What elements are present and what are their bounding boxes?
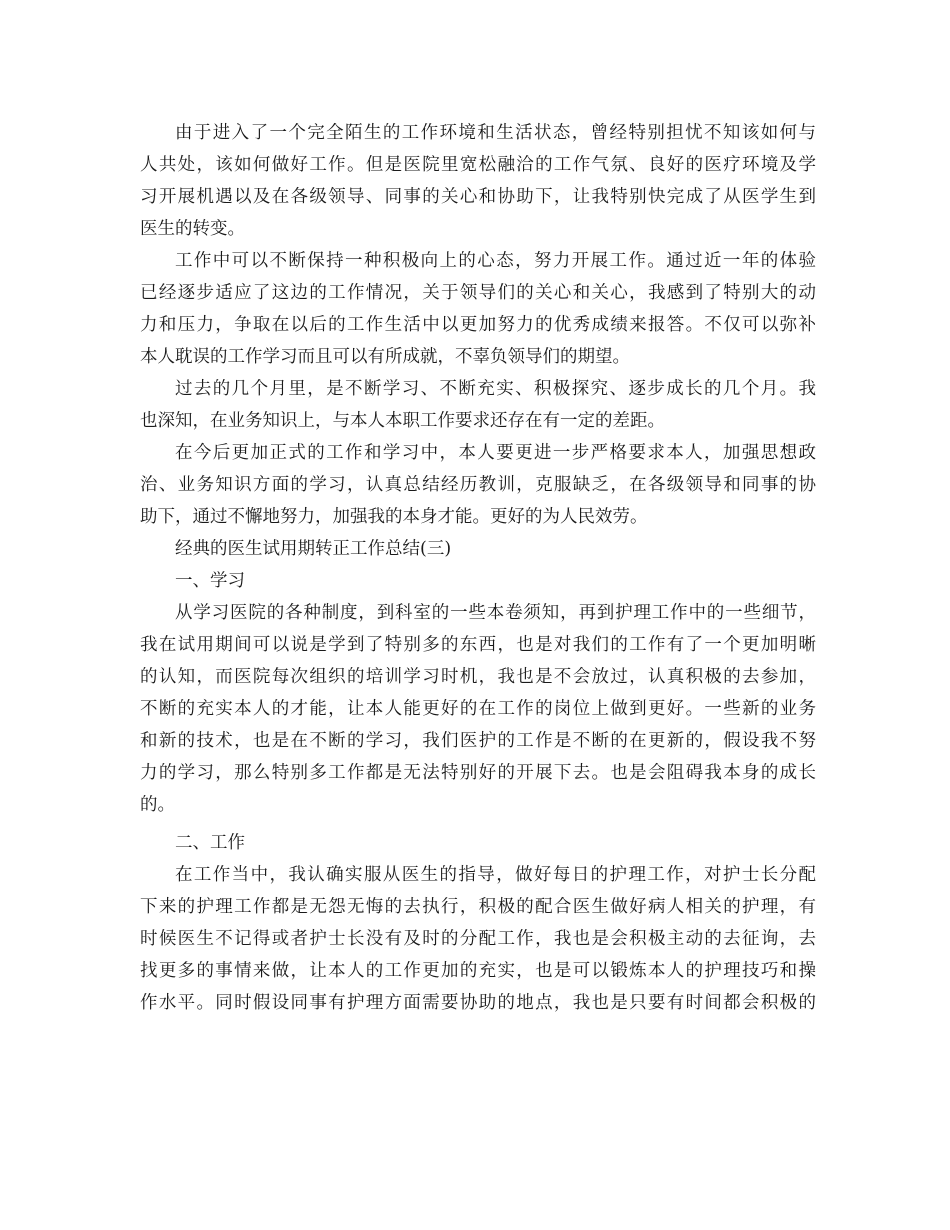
text-line: 作水平。同时假设同事有护理方面需要协助的地点，我也是只要有时间都会积极的 xyxy=(140,993,816,1013)
text-line: 经典的医生试用期转正工作总结(三) xyxy=(175,539,452,559)
text-line: 在今后更加正式的工作和学习中，本人要更进一步严格要求本人，加强思想政 xyxy=(175,443,816,463)
text-line: 也深知，在业务知识上，与本人本职工作要求还存在有一定的差距。 xyxy=(140,411,665,431)
paragraph xyxy=(140,117,816,245)
paragraph xyxy=(140,859,816,1019)
text-line: 二、工作 xyxy=(175,833,245,853)
text-line: 本人耽误的工作学习而且可以有所成就，不辜负领导们的期望。 xyxy=(140,347,630,367)
section-heading-work xyxy=(140,827,816,859)
text-line: 下来的护理工作都是无怨无悔的去执行，积极的配合医生做好病人相关的护理，有 xyxy=(140,897,816,917)
text-line: 力和压力，争取在以后的工作生活中以更加努力的优秀成绩来报答。不仅可以弥补 xyxy=(140,315,816,335)
text-line: 习开展机遇以及在各级领导、同事的关心和协助下，让我特别快完成了从医学生到 xyxy=(140,187,816,207)
text-line: 工作中可以不断保持一种积极向上的心态，努力开展工作。通过近一年的体验 xyxy=(175,251,816,271)
text-line: 治、业务知识方面的学习，认真总结经历教训，克服缺乏，在各级领导和同事的协 xyxy=(140,475,816,495)
document-body xyxy=(140,117,816,1019)
text-line: 不断的充实本人的才能，让本人能更好的在工作的岗位上做到更好。一些新的业务 xyxy=(140,699,816,719)
paragraph xyxy=(140,437,816,533)
text-line: 找更多的事情来做，让本人的工作更加的充实，也是可以锻炼本人的护理技巧和操 xyxy=(140,961,816,981)
text-line: 一、学习 xyxy=(175,571,245,591)
text-line: 人共处，该如何做好工作。但是医院里宽松融洽的工作气氛、良好的医疗环境及学 xyxy=(140,155,816,175)
text-line: 时候医生不记得或者护士长没有及时的分配工作，我也是会积极主动的去征询，去 xyxy=(140,929,816,949)
text-line: 力的学习，那么特别多工作都是无法特别好的开展下去。也是会阻碍我本身的成长 xyxy=(140,763,816,783)
text-line: 从学习医院的各种制度，到科室的一些本卷须知，再到护理工作中的一些细节， xyxy=(175,603,816,623)
text-line: 我在试用期间可以说是学到了特别多的东西，也是对我们的工作有了一个更加明晰 xyxy=(140,635,816,655)
text-line: 助下，通过不懈地努力，加强我的本身才能。更好的为人民效劳。 xyxy=(140,507,648,527)
text-line: 和新的技术，也是在不断的学习，我们医护的工作是不断的在更新的，假设我不努 xyxy=(140,731,816,751)
text-line: 已经逐步适应了这边的工作情况，关于领导们的关心和关心，我感到了特别大的动 xyxy=(140,283,816,303)
paragraph xyxy=(140,597,816,821)
section-title xyxy=(140,533,816,565)
text-line: 过去的几个月里，是不断学习、不断充实、积极探究、逐步成长的几个月。我 xyxy=(175,379,816,399)
text-line: 医生的转变。 xyxy=(140,219,245,239)
text-line: 由于进入了一个完全陌生的工作环境和生活状态，曾经特别担忧不知该如何与 xyxy=(175,123,816,143)
paragraph xyxy=(140,245,816,373)
section-heading-study xyxy=(140,565,816,597)
text-line: 在工作当中，我认确实服从医生的指导，做好每日的护理工作，对护士长分配 xyxy=(175,865,816,885)
text-line: 的认知，而医院每次组织的培训学习时机，我也是不会放过，认真积极的去参加， xyxy=(140,667,816,687)
text-line: 的。 xyxy=(140,795,175,815)
paragraph xyxy=(140,373,816,437)
